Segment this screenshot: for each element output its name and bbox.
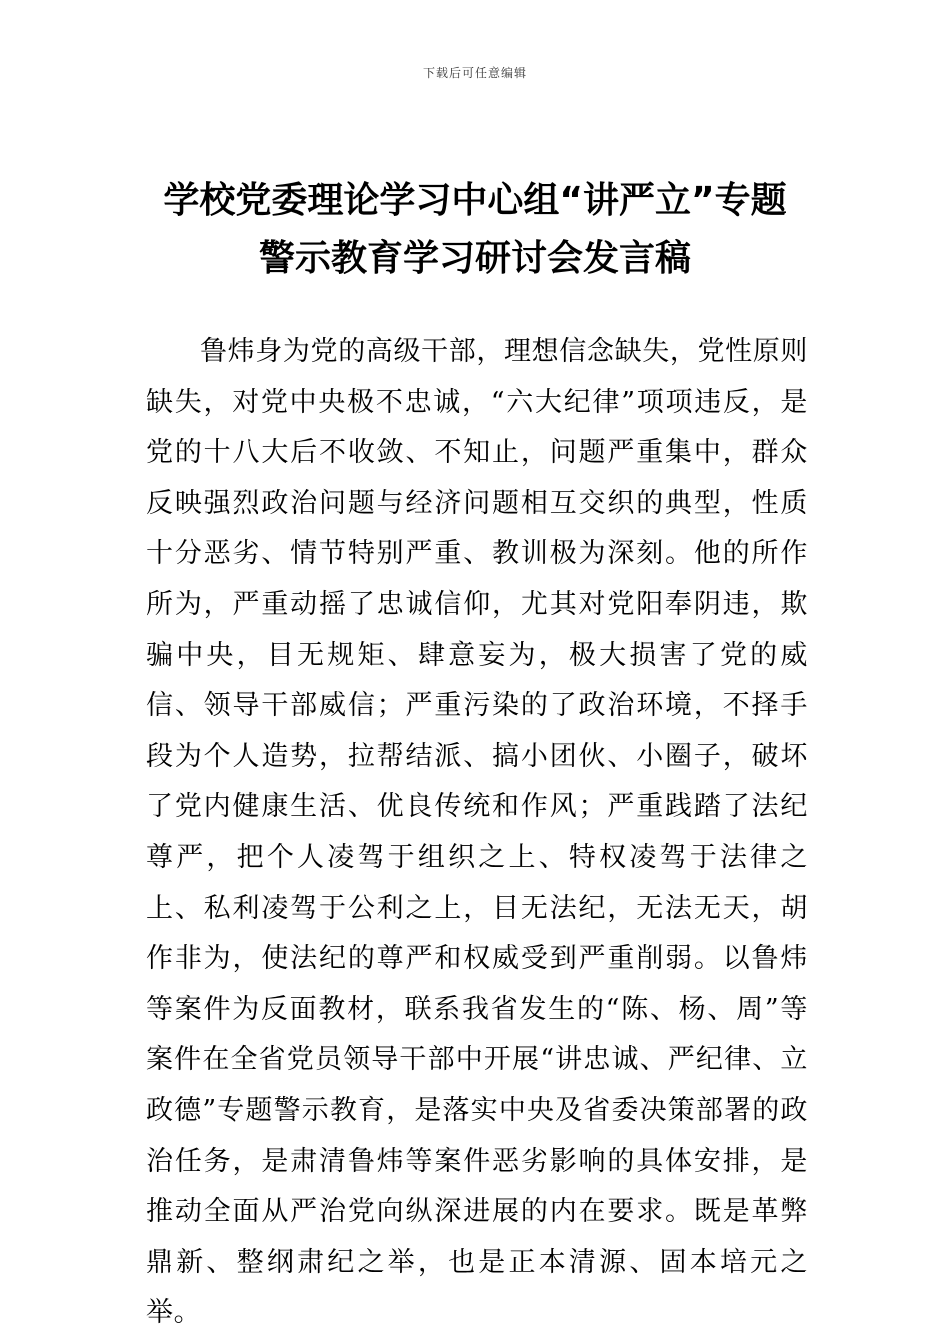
document-title [90,172,860,288]
title-line-1: 学校党委理论学习中心组“讲严立”专题 [163,180,787,221]
body-paragraph: 鲁炜身为党的高级干部，理想信念缺失，党性原则缺失，对党中央极不忠诚，“六大纪律”项项违反，是党的十八大后不收敛、不知止，问题严重集中，群众反映强烈政治问题与经济问题相互交织的典型，性质十分恶劣、情节特别严重、教训极为深刻。他的所作所为，严重动摇了忠诚信仰，尤其对党阳奉阴违，欺骗中央，目无规矩、肆意妄为，极大损害了党的威信、领导干部威信；严重污染的了政治环境，不择手段为个人造势，拉帮结派、搞小团伙、小圈子，破坏了党内健康生活、优良传统和作风；严重践踏了法纪尊严，把个人凌驾于组织之上、特权凌驾于法律之上、私利凌驾于公利之上，目无法纪，无法无天，胡作非为，使法纪的尊严和权威受到严重削弱。以鲁炜等案件为反面教材，联系我省发生的“陈、杨、周”等案件在全省党员领导干部中开展“讲忠诚、严纪律、立政德”专题警示教育，是落实中央及省委决策部署的政治任务，是肃清鲁炜等案件恶劣影响的具体安排，是推动全面从严治党向纵深进展的内在要求。既是革弊鼎新、整纲肃纪之举，也是正本清源、固本培元之举。 [146,336,808,1329]
title-line-2: 警示教育学习研讨会发言稿 [258,238,691,279]
header-note: 下载后可任意编辑 [422,66,527,80]
